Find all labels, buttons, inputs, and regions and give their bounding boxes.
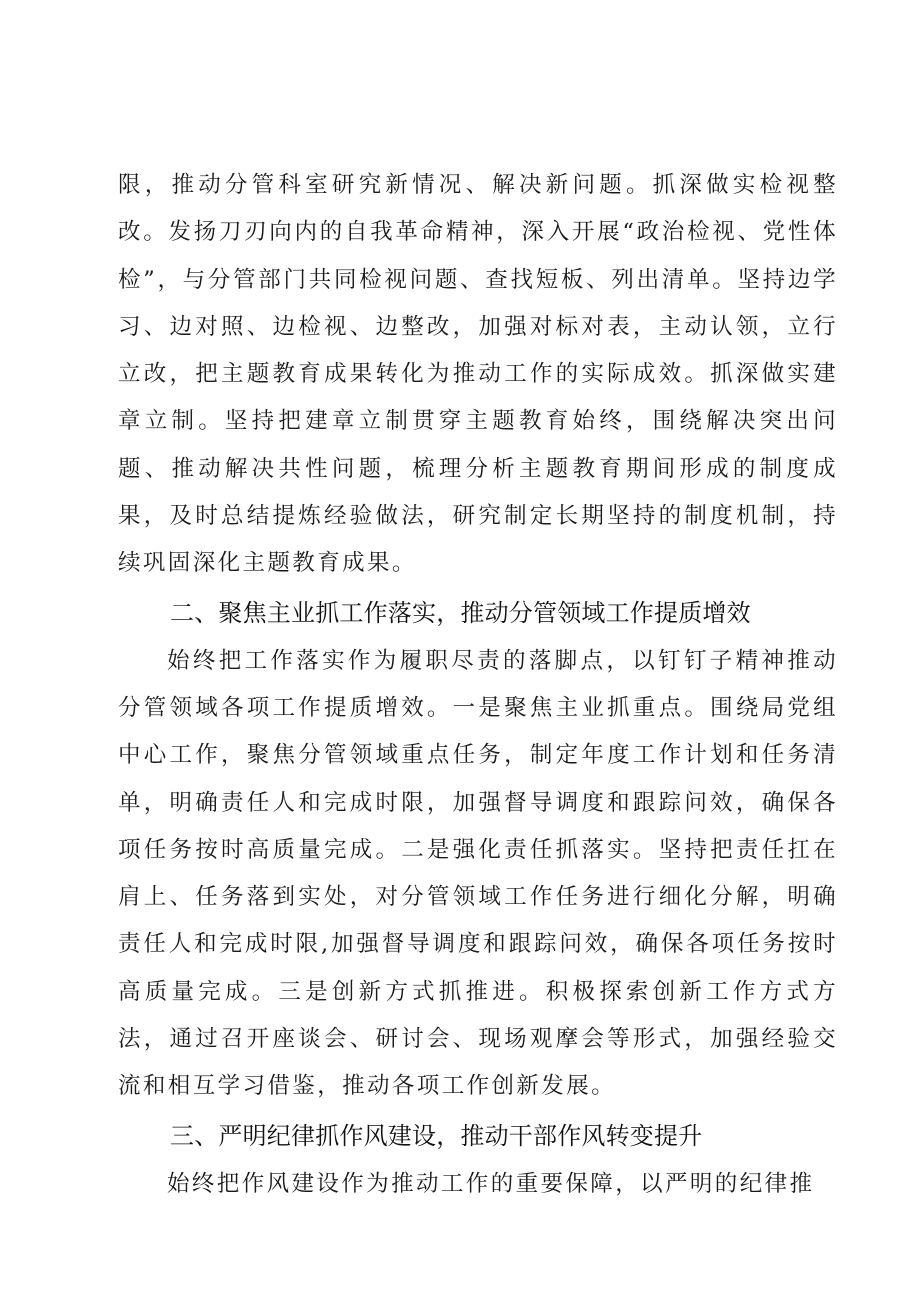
paragraph-work-implementation: 始终把工作落实作为履职尽责的落脚点，以钉钉子精神推动分管领域各项工作提质增效。一是聚焦主业抓重点。围绕局党组中心工作，聚焦分管领域重点任务，制定年度工作计划和任务清单，明确责任人和完成时限，加强督导调度和跟踪问效，确保各项任务按时高质量完成。二是强化责任抓落实。坚持把责任扛在肩上、任务落到实处，对分管领域工作任务进行细化分解，明确责任人和完成时限,加强督导调度和跟踪问效，确保各项任务按时高质量完成。三是创新方式抓推进。积极探索创新工作方式方法，通过召开座谈会、研讨会、现场观摩会等形式，加强经验交流和相互学习借鉴，推动各项工作创新发展。	[118, 647, 838, 1100]
paragraph-inspection-rectification: 限，推动分管科室研究新情况、解决新问题。抓深做实检视整改。发扬刀刃向内的自我革命精神，深入开展“政治检视、党性体检”，与分管部门共同检视问题、查找短板、列出清单。坚持边学习、边对照、边检视、边整改，加强对标对表，主动认领，立行立改，把主题教育成果转化为推动工作的实际成效。抓深做实建章立制。坚持把建章立制贯穿主题教育始终，围绕解决突出问题、推动解决共性问题，梳理分析主题教育期间形成的制度成果，及时总结提炼经验做法，研究制定长期坚持的制度机制，持续巩固深化主题教育成果。	[118, 172, 838, 577]
paragraph-work-style: 始终把作风建设作为推动工作的重要保障，以严明的纪律推	[167, 1170, 815, 1197]
section-heading-three: 三、严明纪律抓作风建设，推动干部作风转变提升	[170, 1121, 703, 1150]
section-heading-two: 二、聚焦主业抓工作落实，推动分管领域工作提质增效	[170, 598, 751, 627]
document-body	[118, 162, 838, 1208]
